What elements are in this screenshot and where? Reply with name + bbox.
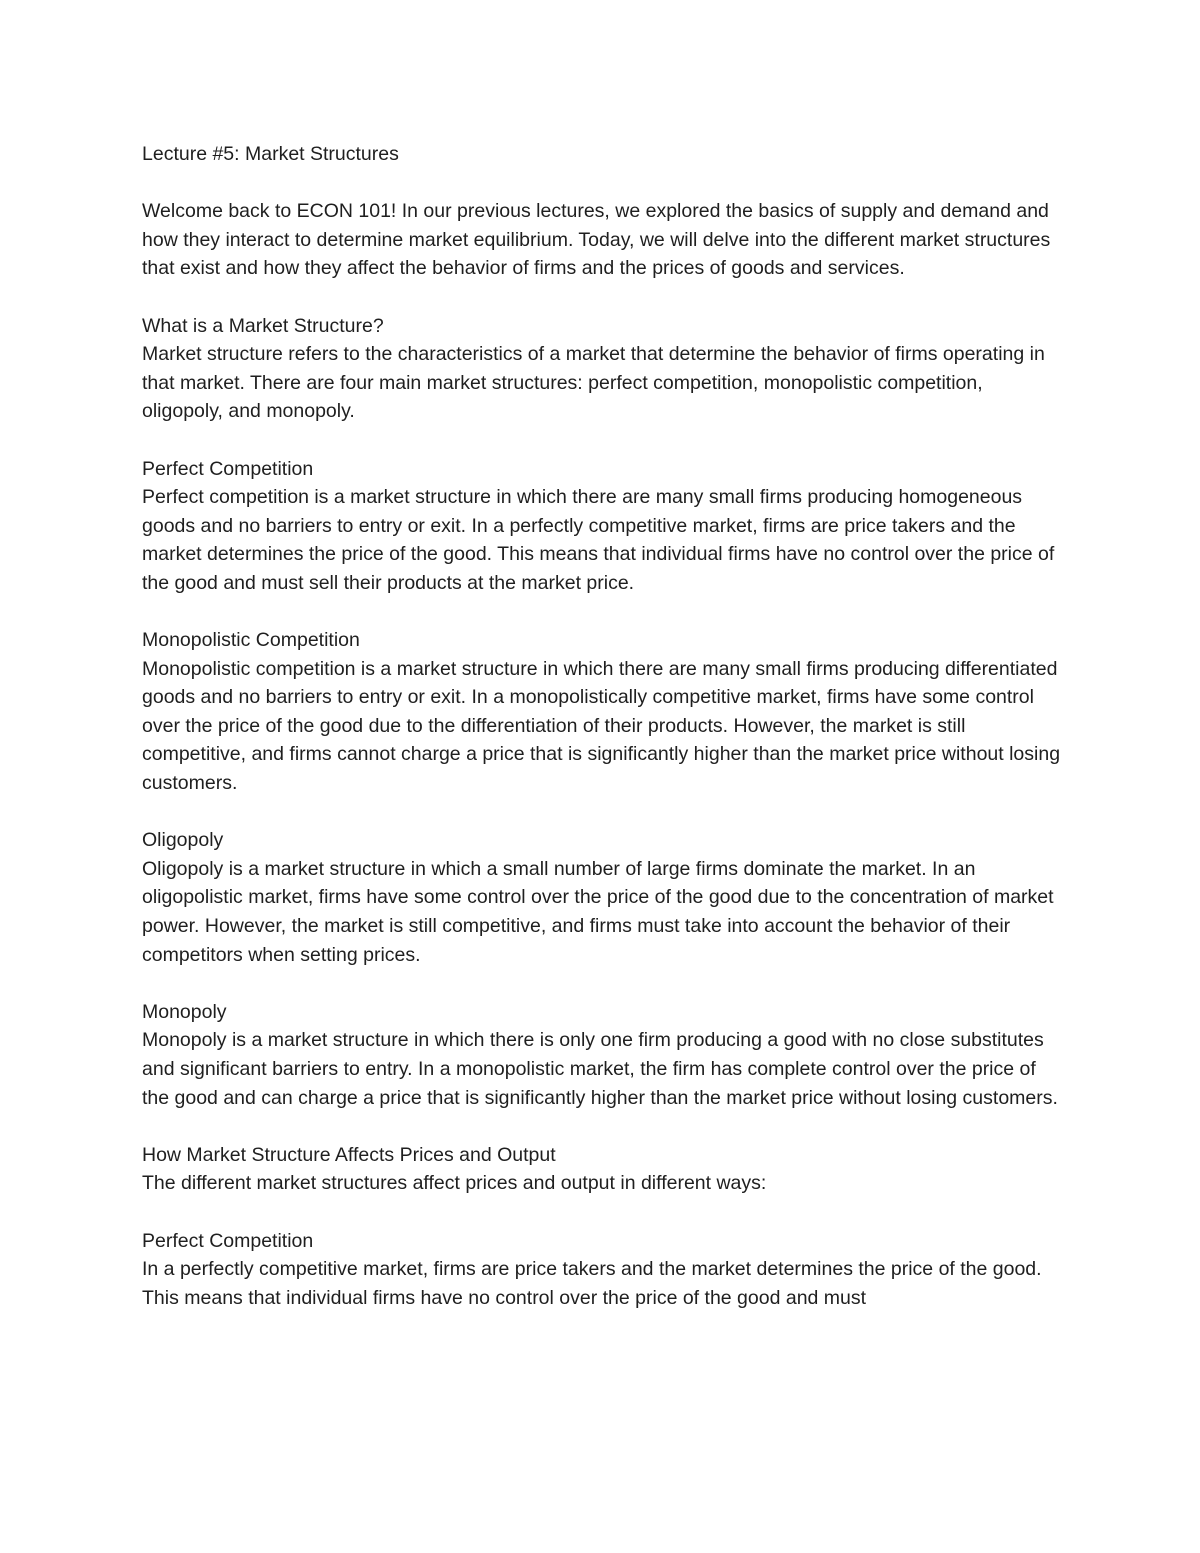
- section-heading-what-is-market-structure: What is a Market Structure?: [142, 314, 384, 337]
- section-heading-monopolistic-competition: Monopolistic Competition: [142, 629, 360, 652]
- paragraph-gap: [142, 169, 1062, 198]
- paragraph-gap: [142, 283, 1062, 312]
- paragraph-gap: [142, 426, 1062, 455]
- section-heading-monopoly: Monopoly: [142, 1000, 227, 1023]
- section-body-monopolistic-competition: Monopolistic competition is a market structure in which there are many small firms producing differentiated goods and no barriers to entry or exit. In a monopolistically competitive market, firms have some control over the price of the good due to the differentiation of their products. However, the market is still competitive, and firms cannot charge a price that is significantly higher than the market price without losing customers.: [142, 657, 1061, 795]
- paragraph-gap: [142, 969, 1062, 998]
- section-heading-oligopoly: Oligopoly: [142, 829, 224, 852]
- document-body: [142, 140, 1062, 1312]
- section-body-monopoly: Monopoly is a market structure in which there is only one firm producing a good with no close substitutes and significant barriers to entry. In a monopolistic market, the firm has complete control over the price of the good and can charge a price that is significantly higher than the market price without losing customers.: [142, 1029, 1058, 1109]
- paragraph-gap: [142, 1112, 1062, 1141]
- lecture-title: Lecture #5: Market Structures: [142, 143, 399, 165]
- section-body-prices-and-output: The different market structures affect prices and output in different ways:: [142, 1172, 767, 1195]
- intro-paragraph: Welcome back to ECON 101! In our previous lectures, we explored the basics of supply and demand and how they interact to determine market equilibrium. Today, we will delve into the different market structures that exist and how they affect the behavior of firms and the prices of goods and services.: [142, 200, 1051, 280]
- section-body-oligopoly: Oligopoly is a market structure in which a small number of large firms dominate the market. In an oligopolistic market, firms have some control over the price of the good due to the concentration of market power. However, the market is still competitive, and firms must take into account the behavior of their competitors when setting prices.: [142, 857, 1054, 966]
- paragraph-gap: [142, 798, 1062, 827]
- section-body-what-is-market-structure: Market structure refers to the characteristics of a market that determine the behavior of firms operating in that market. There are four main market structures: perfect competition, monopolistic competition, oligopoly, and monopoly.: [142, 343, 1045, 423]
- section-heading-perfect-competition-effects: Perfect Competition: [142, 1229, 314, 1252]
- section-heading-perfect-competition: Perfect Competition: [142, 457, 314, 480]
- section-body-perfect-competition: Perfect competition is a market structure in which there are many small firms producing homogeneous goods and no barriers to entry or exit. In a perfectly competitive market, firms are price takers and the market determines the price of the good. This means that individual firms have no control over the price of the good and must sell their products at the market price.: [142, 486, 1055, 594]
- section-body-perfect-competition-effects: In a perfectly competitive market, firms are price takers and the market determines the price of the good. This means that individual firms have no control over the price of the good and must: [142, 1258, 1042, 1309]
- paragraph-gap: [142, 1198, 1062, 1227]
- section-heading-prices-and-output: How Market Structure Affects Prices and Output: [142, 1143, 556, 1166]
- paragraph-gap: [142, 598, 1062, 627]
